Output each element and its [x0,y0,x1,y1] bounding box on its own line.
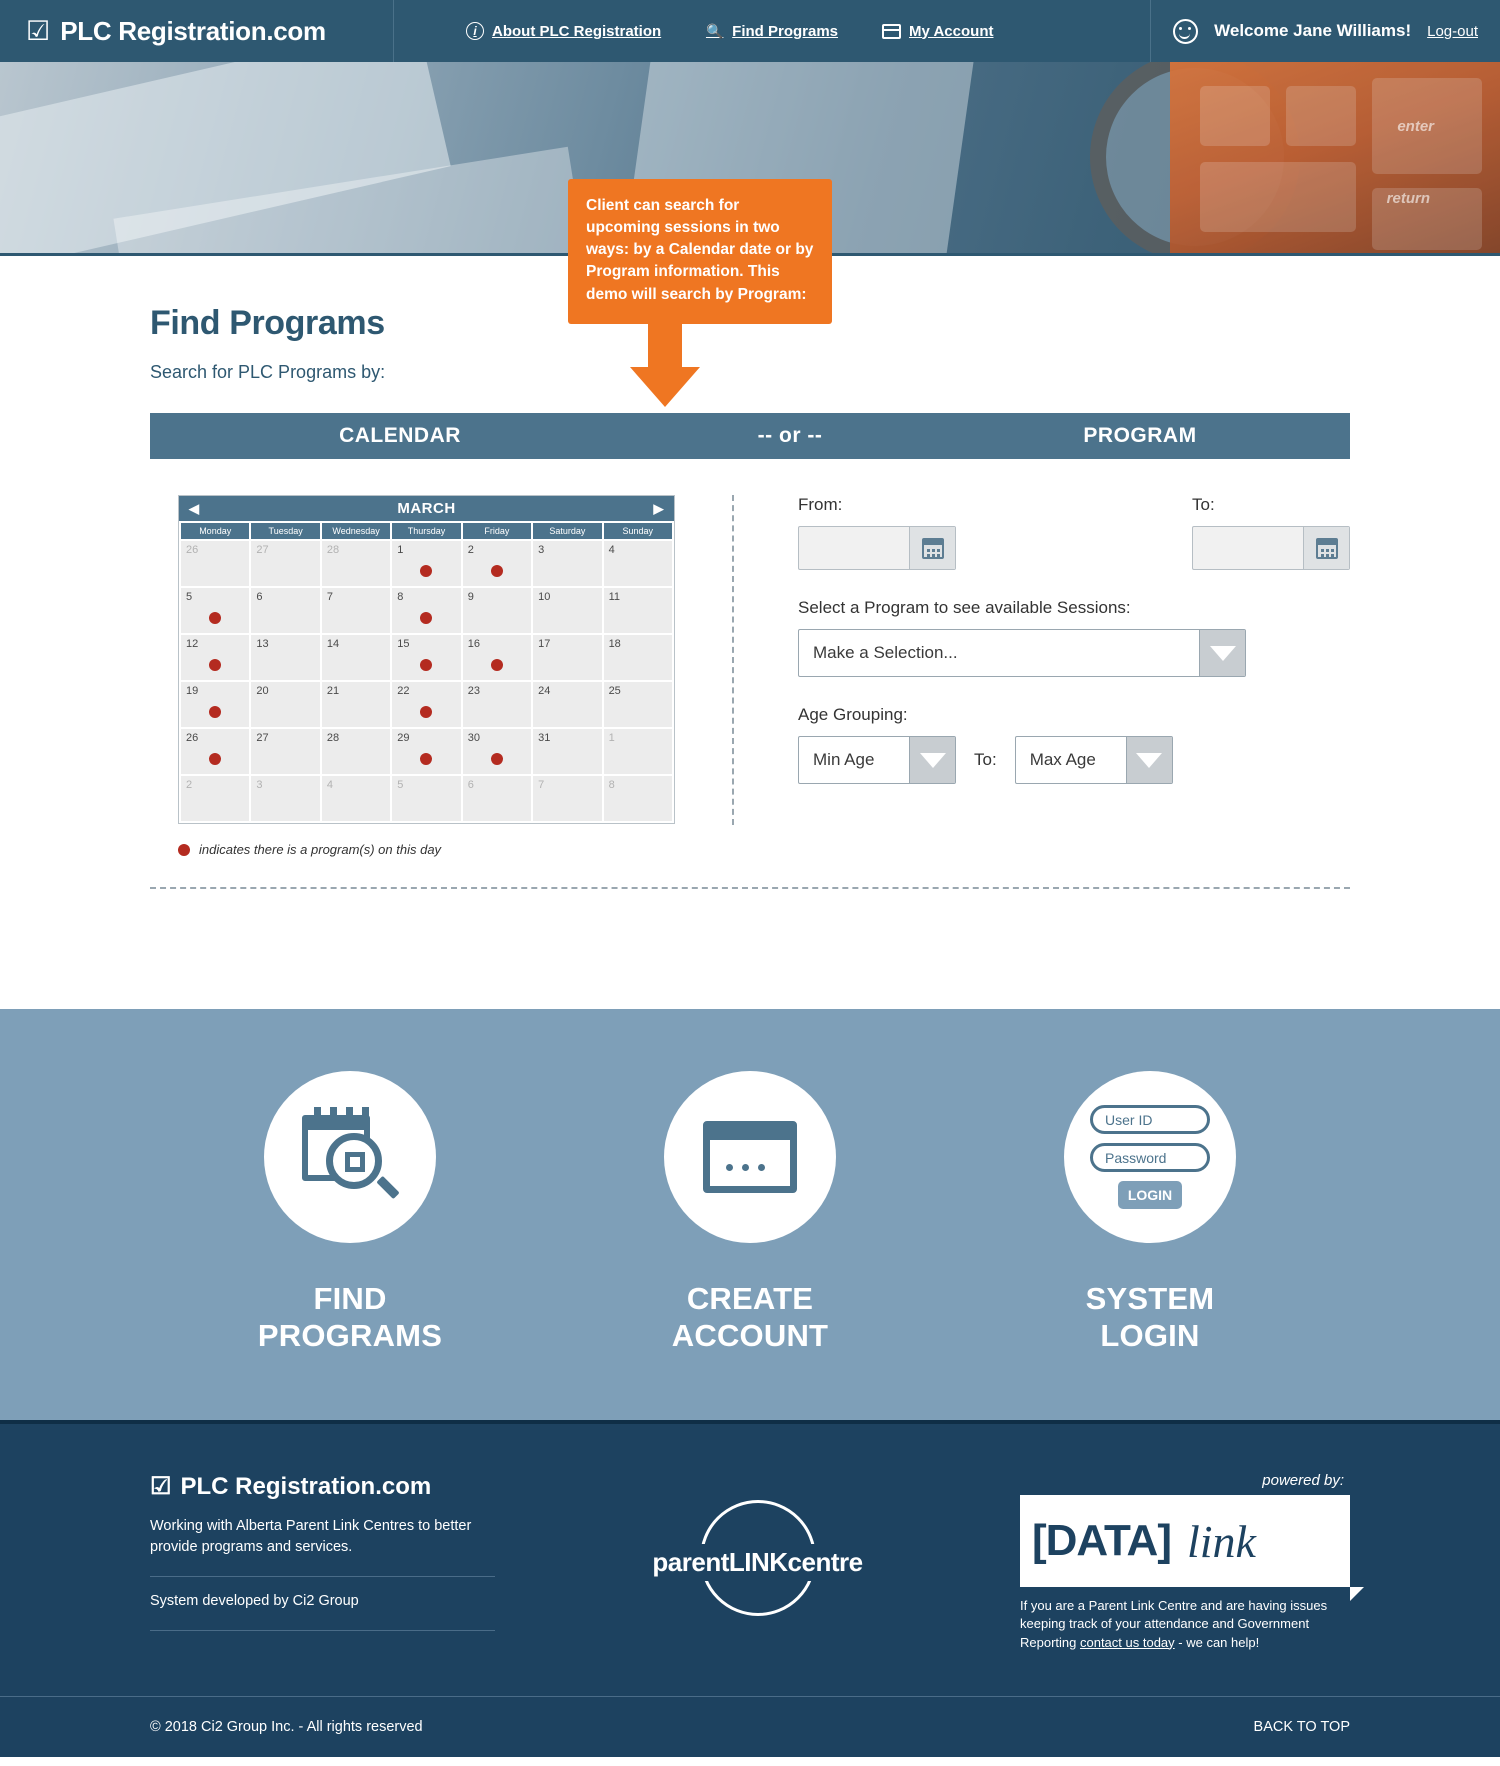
parentlink-centre-wordmark: parentLINKcentre [608,1544,908,1581]
calendar-day[interactable] [181,588,249,633]
calendar-day[interactable] [392,541,460,586]
feature-find-programs[interactable] [170,1071,530,1354]
create-account-circle [664,1071,836,1243]
calendar-day[interactable] [322,541,390,586]
footer-about-column [150,1472,495,1645]
features-section [0,1009,1500,1420]
calendar-day-number: 13 [256,638,269,650]
calendar-day[interactable] [604,682,672,727]
calendar-day[interactable] [251,729,319,774]
calendar-day-number: 26 [186,544,199,556]
age-grouping-label: Age Grouping: [798,705,908,724]
calendar-day[interactable] [392,776,460,821]
account-card-icon [703,1121,797,1193]
search-mode-calendar-label[interactable]: CALENDAR [339,424,461,447]
welcome-zone [1150,0,1500,62]
find-programs-circle [264,1071,436,1243]
system-login-label [970,1281,1330,1354]
calendar-day-number: 7 [538,779,545,791]
calendar-day-number: 23 [467,685,480,697]
calendar-day[interactable] [392,682,460,727]
calendar-day[interactable] [533,541,601,586]
calendar-day[interactable] [251,635,319,680]
calendar-day[interactable] [463,776,531,821]
dow-thursday: Thursday [392,523,460,539]
calendar-day-number: 29 [397,732,410,744]
nav-item-about-label: About PLC Registration [492,22,662,40]
calendar-day-number: 25 [608,685,621,697]
calendar-header [179,496,674,521]
calendar-day[interactable] [604,729,672,774]
footer-bottom-bar [0,1696,1500,1757]
brand-logo[interactable] [0,0,394,62]
calendar-day-number: 2 [186,779,193,791]
to-date-picker-button[interactable] [1303,527,1349,569]
calendar-day-number: 4 [326,779,333,791]
footer-brand [150,1472,495,1501]
footer-datalink-column [1020,1472,1350,1652]
footer-divider-2 [150,1630,495,1631]
dow-saturday: Saturday [533,523,601,539]
calendar-day[interactable] [181,541,249,586]
calendar-day-number: 5 [397,779,404,791]
calendar-day[interactable] [463,588,531,633]
calendar-day-number: 6 [467,779,474,791]
datalink-link-text: link [1186,1515,1256,1567]
calendar-day[interactable] [322,588,390,633]
age-to-label: To: [974,750,997,769]
calendar-day[interactable] [604,776,672,821]
calendar-day[interactable] [604,588,672,633]
datalink-note [1020,1597,1350,1652]
calendar-day-number: 28 [326,544,340,556]
section-divider [150,887,1350,889]
calendar-day[interactable] [604,635,672,680]
calendar-next-month-icon[interactable]: ▶ [653,500,664,516]
welcome-message: Welcome Jane Williams! [1214,21,1412,40]
program-select-group [798,598,1350,677]
calendar-day-number: 8 [397,591,404,603]
login-form-icon [1090,1105,1210,1209]
program-dot-icon [420,612,432,624]
program-select-value: Make a Selection... [813,643,958,662]
calendar-day[interactable] [533,776,601,821]
calendar-day-number: 17 [538,638,551,650]
calendar-day[interactable] [251,588,319,633]
calendar-legend-text: indicates there is a program(s) on this day [199,842,442,857]
footer-tagline: Working with Alberta Parent Link Centres to better provide programs and services. [150,1518,472,1556]
chevron-down-icon[interactable] [1126,737,1172,783]
check-badge-icon: ☑ [150,1473,172,1501]
program-dot-icon [491,753,503,765]
calendar-day-number: 31 [538,732,551,744]
calendar-day[interactable] [181,729,249,774]
calendar-day-number: 8 [608,779,615,791]
from-date-input[interactable] [799,527,909,569]
calendar-day-number: 27 [256,732,269,744]
calendar-grid [179,541,674,823]
from-date-field[interactable] [798,526,956,570]
calendar-day-number: 4 [608,544,615,556]
calendar-day-number: 12 [186,638,199,650]
calendar-day-number: 30 [467,732,480,744]
calendar-day-number: 24 [538,685,551,697]
nav-item-my-account-label: My Account [909,22,994,40]
calendar-day[interactable] [322,682,390,727]
calendar-day[interactable] [181,635,249,680]
smiley-face-icon [1173,19,1198,44]
calendar-day-number: 16 [467,638,480,650]
to-date-input[interactable] [1193,527,1303,569]
calendar-day-number: 26 [186,732,199,744]
dow-tuesday: Tuesday [251,523,319,539]
footer-brand-name: PLC Registration.com [180,1472,432,1500]
min-age-value: Min Age [813,750,875,769]
calendar-day[interactable] [322,729,390,774]
brand-name: PLC Registration.com [60,15,326,46]
nav-links [394,0,1150,62]
page-title: Find Programs [150,304,385,342]
account-card-icon [882,22,901,41]
calendar-day-number: 27 [256,544,269,556]
calendar-day[interactable] [533,729,601,774]
calendar-widget [178,495,675,824]
calendar-day[interactable] [251,776,319,821]
dow-sunday: Sunday [604,523,672,539]
calendar-day[interactable] [463,682,531,727]
nav-item-find-programs[interactable] [705,22,838,41]
system-login-line1: SYSTEM [1085,1281,1215,1316]
find-programs-line1: FIND [313,1281,387,1316]
calendar-day-number: 14 [326,638,340,650]
calendar-icon [922,538,944,559]
login-icon-button: LOGIN [1118,1181,1182,1209]
footer-divider-1 [150,1576,495,1577]
hero-key-label-enter: enter [1397,118,1434,135]
calendar-day[interactable] [533,635,601,680]
chevron-down-icon[interactable] [1199,630,1245,676]
calendar-day-number: 10 [538,591,551,603]
find-programs-line2: PROGRAMS [257,1317,443,1353]
dow-monday: Monday [181,523,249,539]
calendar-day-number: 1 [397,544,404,556]
calendar-day-number: 1 [608,732,615,744]
to-date-label: To: [1192,495,1215,514]
calendar-day[interactable] [463,729,531,774]
program-search-panel [768,495,1350,857]
chevron-down-icon[interactable] [909,737,955,783]
nav-item-my-account[interactable] [882,22,993,41]
feature-system-login[interactable] [970,1071,1330,1354]
program-dot-icon [491,565,503,577]
calendar-day-number: 20 [256,685,269,697]
program-dot-icon [209,612,221,624]
calendar-day-number: 2 [467,544,474,556]
calendar-day-number: 6 [256,591,263,603]
program-dot-icon [420,753,432,765]
program-dot-icon [209,753,221,765]
logout-link[interactable]: Log-out [1427,22,1478,40]
min-age-select[interactable] [798,736,956,784]
footer-developed-by: System developed by Ci2 Group [150,1593,359,1610]
calendar-day[interactable] [392,729,460,774]
login-icon-password: Password [1090,1143,1210,1172]
calendar-day[interactable] [604,541,672,586]
calendar-day-number: 19 [186,685,199,697]
calendar-day-number: 3 [538,544,545,556]
program-dot-icon [420,706,432,718]
calendar-prev-month-icon[interactable]: ◀ [189,500,200,516]
parentlink-centre-logo [608,1500,908,1616]
to-date-field[interactable] [1192,526,1350,570]
system-login-line2: LOGIN [1100,1317,1200,1353]
program-dot-icon [420,565,432,577]
from-date-label: From: [798,495,843,514]
dow-friday: Friday [463,523,531,539]
info-circle-icon: i [466,22,484,40]
nav-item-find-programs-label: Find Programs [732,22,839,40]
program-dot-icon [209,706,221,718]
calendar-day[interactable] [322,635,390,680]
calendar-day[interactable] [392,635,460,680]
panel-divider [732,495,734,825]
calendar-day[interactable] [181,682,249,727]
calendar-day-number: 7 [326,591,333,603]
top-navigation-bar [0,0,1500,62]
dow-wednesday: Wednesday [322,523,390,539]
calendar-day[interactable] [251,682,319,727]
powered-by-label: powered by: [1262,1472,1344,1490]
calendar-day-number: 22 [397,685,410,697]
max-age-value: Max Age [1029,750,1096,769]
contact-us-link[interactable]: contact us today [1079,1634,1175,1650]
calendar-icon [1316,538,1338,559]
feature-create-account[interactable] [570,1071,930,1354]
program-select[interactable] [798,629,1246,677]
calendar-panel [150,495,732,857]
calendar-day-number: 15 [397,638,410,650]
calendar-day-number: 28 [326,732,340,744]
calendar-day[interactable] [392,588,460,633]
calendar-day[interactable] [322,776,390,821]
program-dot-icon [178,844,190,856]
calendar-day-number: 18 [608,638,621,650]
create-account-line1: CREATE [686,1281,814,1316]
page-footer [0,1420,1500,1757]
calendar-day[interactable] [181,776,249,821]
calendar-day-headers [179,521,674,541]
hero-key-label-return: return [1386,190,1430,207]
check-badge-icon: ☑ [26,15,51,46]
calendar-day-number: 21 [326,685,340,697]
calendar-day[interactable] [533,682,601,727]
program-select-label: Select a Program to see available Sessions: [798,598,1131,617]
calendar-search-icon [296,1103,404,1211]
copyright-text: © 2018 Ci2 Group Inc. - All rights reserved [150,1718,423,1735]
calendar-day-number: 9 [467,591,474,603]
search-icon: 🔍 [705,22,724,39]
calendar-day[interactable] [251,541,319,586]
program-dot-icon [420,659,432,671]
search-mode-or-label: -- or -- [757,424,823,447]
program-dot-icon [491,659,503,671]
create-account-label [570,1281,930,1354]
nav-item-about[interactable] [466,22,661,40]
hero-keyboard-decor [1170,62,1500,253]
page-subtitle: Search for PLC Programs by: [150,362,386,382]
program-dot-icon [209,659,221,671]
search-mode-program-label[interactable]: PROGRAM [1083,424,1197,447]
from-date-picker-button[interactable] [909,527,955,569]
find-programs-label [170,1281,530,1354]
system-login-circle [1064,1071,1236,1243]
calendar-day-number: 3 [256,779,263,791]
to-date-group [1192,495,1350,570]
calendar-day[interactable] [463,541,531,586]
calendar-day-number: 11 [608,591,620,603]
calendar-month-label: MARCH [397,500,456,517]
create-account-line2: ACCOUNT [671,1317,829,1353]
datalink-data-text: [DATA] [1032,1516,1171,1566]
calendar-day[interactable] [533,588,601,633]
calendar-day[interactable] [463,635,531,680]
back-to-top-link[interactable]: BACK TO TOP [1253,1718,1350,1735]
login-icon-userid: User ID [1090,1105,1210,1134]
calendar-day-number: 5 [186,591,193,603]
footer-plc-logo-column [495,1472,1020,1616]
max-age-select[interactable] [1015,736,1173,784]
datalink-note-before: If you are a Parent Link Centre and are having issues keeping track of your attendance and Government Reporting [1020,1598,1328,1650]
datalink-note-after: - we can help! [1174,1634,1260,1650]
age-grouping-group [798,705,1350,784]
from-date-group [798,495,956,570]
search-mode-bar [150,413,1350,459]
datalink-logo [1020,1495,1350,1587]
tooltip-callout: Client can search for upcoming sessions in two ways: by a Calendar date or by Program information. This demo will search by Program: [568,179,832,324]
calendar-legend [178,842,732,857]
